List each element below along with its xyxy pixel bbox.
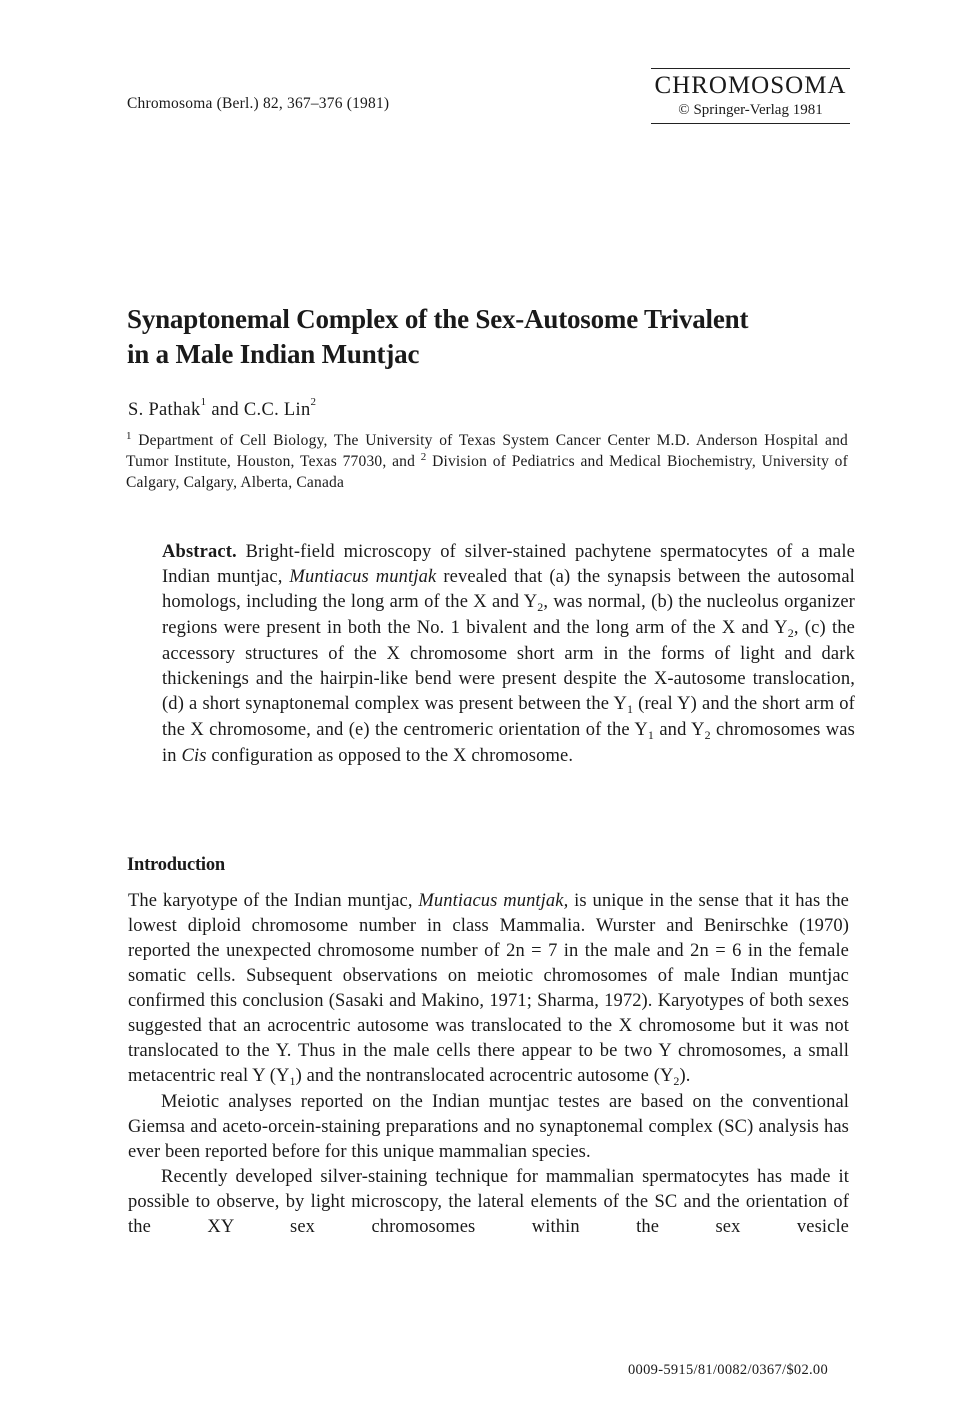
- intro-paragraph-2: Meiotic analyses reported on the Indian muntjac testes are based on the conventional Giemsa and aceto-orcein-staining preparations and no synaptonemal complex (SC) analysis has ever been reported before for this unique mammalian species.: [128, 1092, 849, 1162]
- species-name: Muntiacus muntjak: [289, 567, 437, 587]
- intro-paragraph-1: [128, 889, 849, 1090]
- journal-masthead: [651, 68, 850, 124]
- author-join: and: [206, 400, 244, 420]
- subscript: 2: [704, 728, 711, 742]
- journal-citation: Chromosoma (Berl.) 82, 367–376 (1981): [127, 95, 390, 112]
- cis-term: Cis: [181, 746, 207, 766]
- abstract: [162, 540, 855, 769]
- author-list: [128, 396, 317, 421]
- subscript: 2: [537, 600, 544, 614]
- subscript: 1: [289, 1074, 296, 1088]
- intro-text: ).: [679, 1066, 691, 1086]
- subscript: 1: [647, 728, 655, 742]
- abstract-text: revealed that (a) the synapsis between the autosomal homologs, including the long arm of the X and Y: [162, 567, 855, 612]
- issn-code: 0009-5915/81/0082/0367/$02.00: [628, 1362, 829, 1378]
- abstract-text: and Y: [654, 720, 705, 740]
- section-heading-introduction: Introduction: [127, 855, 226, 875]
- affil-mark-1: 1: [126, 430, 132, 442]
- abstract-text: chromosomes was in: [162, 720, 855, 766]
- abstract-text: , was normal, (b) the nucleolus organizer regions were present in both the No. 1 bivalent and the long arm of the X and Y: [162, 592, 855, 638]
- author2-affil-mark: 2: [310, 396, 317, 408]
- affiliations: [126, 430, 848, 493]
- species-name: Muntiacus muntjak,: [418, 891, 569, 911]
- copyright-notice: © Springer-Verlag 1981: [678, 102, 823, 118]
- title-line-2: in a Male Indian Muntjac: [127, 339, 420, 369]
- abstract-label: Abstract.: [162, 542, 237, 562]
- subscript: 1: [626, 702, 634, 716]
- journal-name: CHROMOSOMA: [654, 72, 847, 99]
- intro-paragraph-3: Recently developed silver-staining technique for mammalian spermatocytes has made it possible to observe, by light microscopy, the lateral elements of the SC and the orientation of the XY sex chromosomes within the sex vesicle: [128, 1167, 849, 1237]
- introduction-body: [128, 889, 849, 1240]
- abstract-text: (real Y) and the short arm of the X chromosome, and (e) the centromeric orientation of the Y: [162, 694, 855, 740]
- intro-text: ) and the nontranslocated acrocentric autosome (Y: [295, 1066, 674, 1086]
- affil-text-2: Division of Pediatrics and Medical Biochemistry, University of Calgary, Calgary, Alberta, Canada: [126, 453, 848, 491]
- abstract-text: configuration as opposed to the X chromosome.: [206, 746, 574, 766]
- subscript: 2: [673, 1074, 680, 1088]
- intro-text: The karyotype of the Indian muntjac,: [128, 891, 419, 911]
- author-pathak: S. Pathak: [128, 400, 201, 420]
- abstract-text: Bright-field microscopy of silver-stained pachytene spermatocytes of a male Indian muntjac,: [162, 542, 855, 587]
- article-title: [127, 302, 857, 372]
- abstract-text: , (c) the accessory structures of the X chromosome short arm in the forms of light and dark thickenings and the hairpin-like bend were present despite the X-autosome translocation, (d) a short synaptonemal complex was present between the Y: [162, 618, 856, 714]
- subscript: 2: [787, 626, 794, 640]
- affil-mark-2: 2: [420, 451, 427, 463]
- author-lin: C.C. Lin: [243, 400, 311, 420]
- affil-text-1: Department of Cell Biology, The University of Texas System Cancer Center M.D. Anderson Hospital and Tumor Institute, Houston, Texas 77030, and: [126, 432, 848, 470]
- intro-text: is unique in the sense that it has the lowest diploid chromosome number in class Mammalia. Wurster and Benirschke (1970) reported the unexpected chromosome number of 2n = 7 in the male and 2n = 6 in the female somatic cells. Subsequent observations on meiotic chromosomes of male Indian muntjac confirmed this conclusion (Sasaki and Makino, 1971; Sharma, 1972). Karyotypes of both sexes suggested that an acrocentric autosome was translocated to the X chromosome but it was not translocated to the Y. Thus in the male cells there appear to be two Y chromosomes, a small metacentric real Y (Y: [128, 891, 849, 1086]
- author1-affil-mark: 1: [200, 396, 207, 408]
- title-line-1: Synaptonemal Complex of the Sex-Autosome Trivalent: [127, 304, 749, 334]
